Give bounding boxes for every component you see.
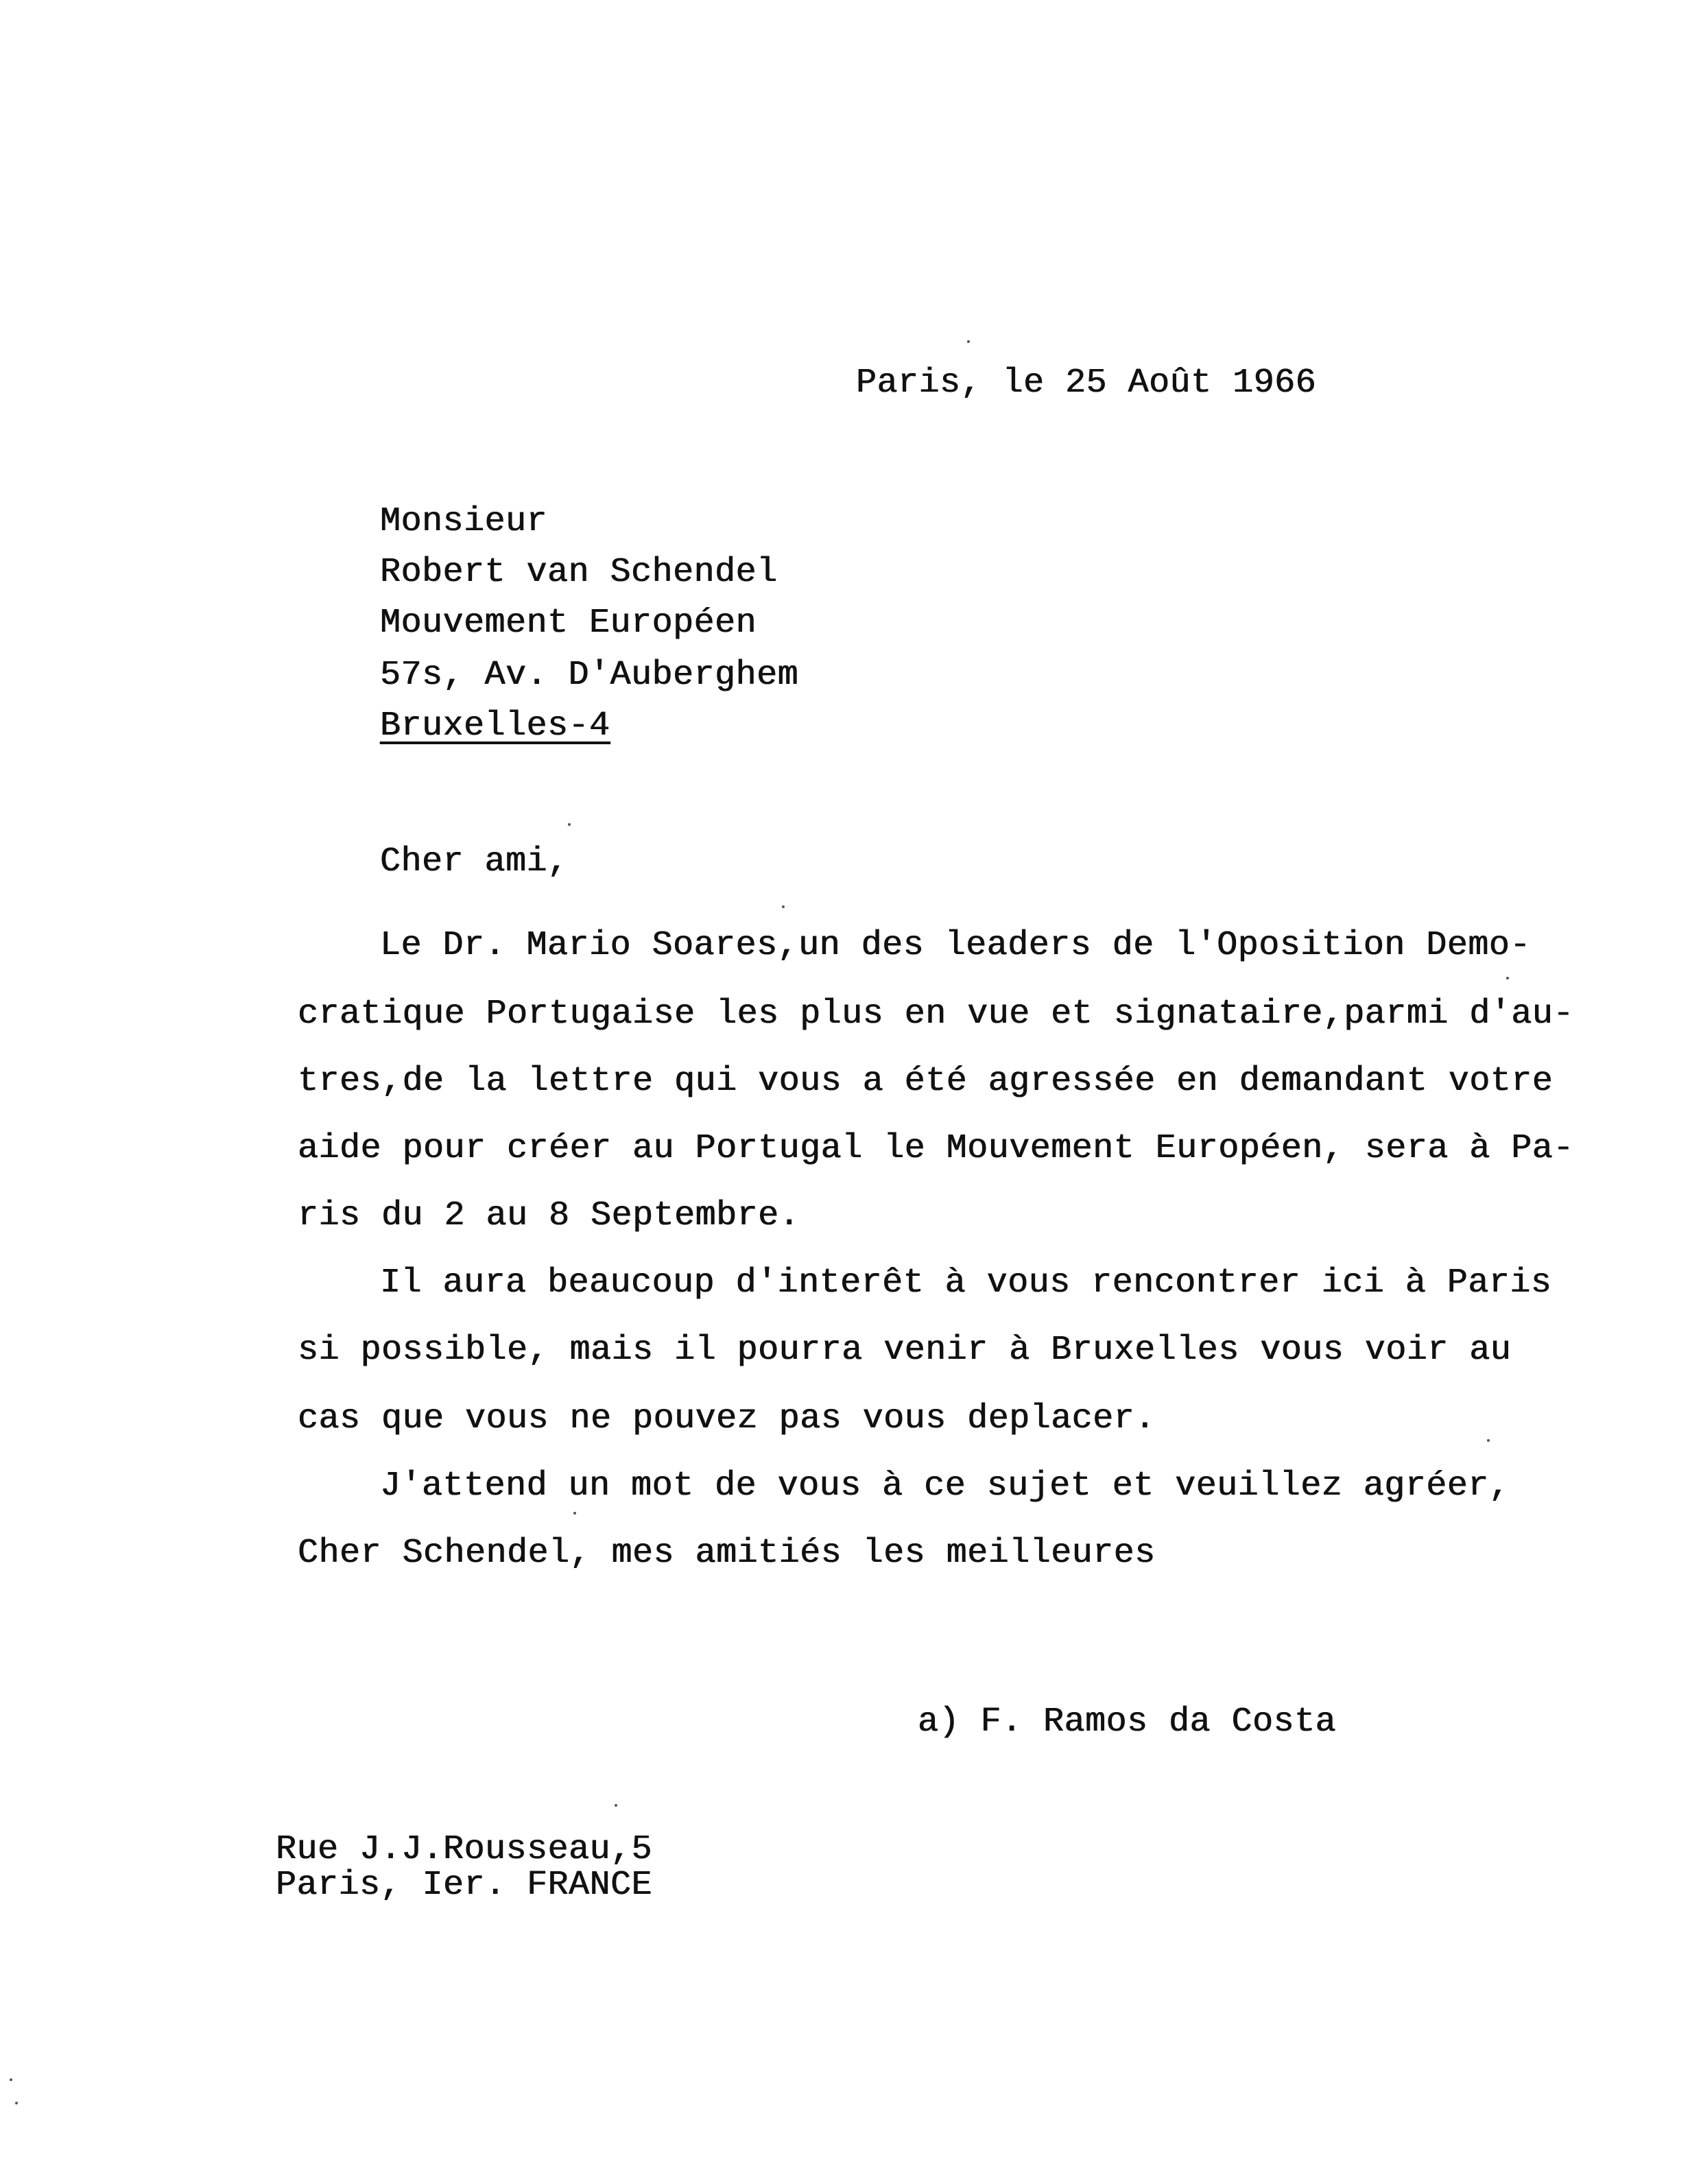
- sender-address-line: Rue J.J.Rousseau,5: [276, 1830, 653, 1869]
- recipient-line: 57s, Av. D'Auberghem: [380, 656, 799, 695]
- recipient-city: Bruxelles-4: [380, 707, 610, 746]
- recipient-line: Monsieur: [380, 502, 548, 541]
- body-line: aide pour créer au Portugal le Mouvement Européen, sera à Pa-: [298, 1129, 1574, 1168]
- paper-speck: [782, 905, 785, 908]
- body-line: ris du 2 au 8 Septembre.: [298, 1196, 800, 1235]
- paper-speck: [615, 1804, 617, 1807]
- paper-speck: [568, 823, 571, 826]
- signature: a) F. Ramos da Costa: [918, 1702, 1337, 1742]
- body-line: Cher Schendel, mes amitiés les meilleures: [298, 1534, 1156, 1573]
- body-line: cratique Portugaise les plus en vue et signataire,parmi d'au-: [298, 995, 1574, 1034]
- paper-speck: [967, 340, 970, 343]
- paper-speck: [573, 1512, 576, 1515]
- body-line: tres,de la lettre qui vous a été agressée en demandant votre: [298, 1062, 1554, 1101]
- body-line: Le Dr. Mario Soares,un des leaders de l'Oposition Demo-: [380, 926, 1531, 965]
- salutation: Cher ami,: [380, 842, 569, 881]
- body-line: cas que vous ne pouvez pas vous deplacer.: [298, 1399, 1156, 1438]
- paper-speck: [15, 2102, 18, 2104]
- paper-speck: [1487, 1439, 1490, 1442]
- date-line: Paris, le 25 Août 1966: [856, 364, 1317, 403]
- body-line: Il aura beaucoup d'interêt à vous rencontrer ici à Paris: [380, 1263, 1552, 1303]
- paper-speck: [10, 2078, 12, 2081]
- recipient-line: Robert van Schendel: [380, 553, 778, 592]
- paper-speck: [1506, 977, 1509, 980]
- recipient-line: Mouvement Européen: [380, 604, 757, 643]
- body-line: si possible, mais il pourra venir à Bruxelles vous voir au: [298, 1331, 1512, 1370]
- body-line: J'attend un mot de vous à ce sujet et veuillez agréer,: [380, 1467, 1510, 1506]
- sender-address-line: Paris, Ier. FRANCE: [276, 1866, 653, 1905]
